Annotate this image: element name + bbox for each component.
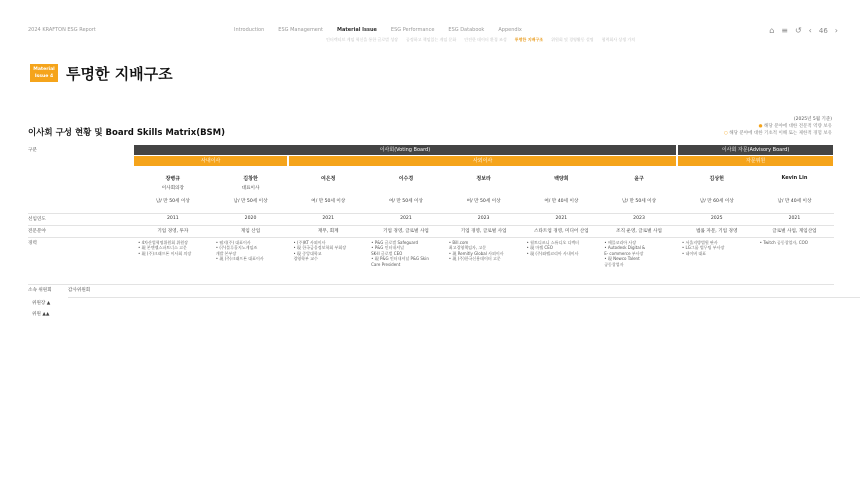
nav-item[interactable]: Introduction [234,27,265,33]
advisors-header: 자문위원 [678,156,833,166]
next-page-icon[interactable]: › [834,26,838,35]
expertise-field: 스타트업 경영, 미디어 산업 [534,229,589,234]
member-gender-age: 여/ 만 50세 이상 [466,199,501,204]
home-icon[interactable]: ⌂ [769,26,775,35]
expertise-field: 기업 경영, 글로벌 사업 [460,229,507,234]
expertise-field: 글로벌 사업, 게임산업 [772,229,817,234]
committee-name: 감사위원회 [68,288,91,293]
member-gender-age: 여/ 만 40세 이상 [544,199,579,204]
member-gender-age: 남/ 만 50세 이상 [155,199,190,204]
subnav-item[interactable]: 협력회사 상생 가치 [601,37,636,42]
page-title: 투명한 지배구조 [66,65,173,83]
member-gender-age: 남/ 만 60세 이상 [699,199,734,204]
member-name: 김상헌 [709,176,724,182]
appointment-year: 2023 [633,216,645,221]
appointment-year: 2025 [710,216,723,221]
subnav-item[interactable]: 투명한 지배구조 [514,37,544,42]
toolbar [769,26,838,35]
expertise-field: 게임 산업 [240,229,261,234]
member-name: 이수경 [398,176,414,182]
nav-item[interactable]: ESG Management [278,27,324,33]
divider [28,237,834,238]
member-name: 백양희 [554,176,569,182]
appointment-year: 2020 [244,216,257,221]
member-name: 정보라 [476,176,491,182]
member-gender-age: 남/ 만 50세 이상 [233,199,268,204]
row-label-year: 선임연도 [28,217,46,222]
page-number: 46 [818,26,828,35]
appointment-year: 2011 [166,216,179,221]
internal-directors-header: 사내이사 [134,156,287,166]
member-gender-age: 여/ 만 50세 이상 [311,199,346,204]
top-bar [0,0,860,44]
appointment-year: 2021 [555,216,568,221]
career-list: • (주)KT 사외이사 • 現 한국금융정보학회 부회장 • 現 중앙대학교 경영학부 교수 [293,240,347,262]
expertise-field: 기업 경영, 투자 [157,229,189,234]
divider [28,225,834,226]
expertise-field: 법률 자문, 기업 경영 [696,229,738,234]
filled-dot-icon: ● [758,124,763,129]
career-list: • 월트디즈니 스튜디오 디렉터 • 現 마젤 CEO • 現 (주)와펠코리아 사내이사 [526,240,580,256]
divider [28,284,834,285]
advisory-board-header: 이사회 자문(Advisory Board) [678,145,833,155]
back-icon[interactable]: ↺ [794,26,802,35]
member-gender-age: 여/ 만 50세 이상 [388,199,423,204]
career-list: • Twitch 공동창업자, COO [759,240,808,245]
outside-directors-header: 사외이사 [289,156,676,166]
career-list: • 펍지(주) 대표이사 • (주)블루홀지노게임즈 개발 본부장 • 現 (주)크래프톤 대표이사 [215,240,264,262]
nav-item[interactable]: Appendix [498,27,522,33]
career-list: • 서울지방법원 판사 • LG그룹 법무팀 부사장 • 네이버 대표 [681,240,725,256]
member-gender-age: 남/ 만 50세 이상 [622,199,657,204]
career-list: • Bill.com 최고경영책임자, 고문 • 現 Remitly Global 사외이사 • 現 (주)한국신용데이터 고문 [448,240,504,262]
legend-hollow: ○ 해당 분야에 대한 기초적 이해 또는 제한적 경험 보유 [723,131,832,136]
subnav-item[interactable]: 공정하고 책임있는 게임 문화 [406,37,457,42]
expertise-field: 조직 운영, 글로벌 사업 [616,229,662,234]
expertise-field: 기업 경영, 글로벌 사업 [383,229,429,234]
divider [68,297,860,298]
row-label-field: 전문분야 [28,229,46,234]
member-name: 윤구 [634,176,644,182]
row-label-committee: 소속 위원회 [28,288,52,293]
divider [28,213,834,214]
nav-item[interactable]: ESG Performance [390,27,435,33]
member-name: 김창한 [243,176,258,182]
expertise-field: 재무, 회계 [317,229,339,234]
appointment-year: 2021 [322,216,335,221]
career-list: • 애플코리아 사장 • Autodesk Digital & E- commerce 부사장 • 現 Newco Talent 공동창업자 [604,240,646,267]
member-name: 여은정 [320,176,336,182]
row-label-career: 경력 [28,241,37,246]
member-role: 대표이사 [241,186,260,191]
report-name: 2024 KRAFTON ESG Report [28,27,96,33]
section-title: 이사회 구성 현황 및 Board Skills Matrix(BSM) [28,128,226,138]
member-role: 이사회의장 [161,186,184,191]
subnav-item[interactable]: 안전한 데이터 환경 조성 [464,37,507,42]
col-label: 구분 [28,148,37,153]
nav-item[interactable]: Material Issue [337,27,377,33]
date-note: (2025년 5월 기준) [793,117,832,122]
voting-board-header: 이사회(Voting Board) [134,145,676,155]
member-name: 장병규 [165,176,181,182]
member-name: Kevin Lin [781,175,808,181]
appointment-year: 2023 [477,216,490,221]
appointment-year: 2021 [400,216,412,221]
hollow-dot-icon: ○ [723,131,728,136]
material-issue-badge: Material Issue 4 [30,64,58,82]
nav-item[interactable]: ESG Databook [448,27,485,33]
sub-nav [326,37,635,43]
member-gender-age: 남/ 만 40세 이상 [777,199,812,204]
committee-legend-member: 위원 ▲▲ [32,312,50,317]
subnav-item[interactable]: 인터렉티브 게임 혁신을 통한 글로벌 성장 [326,37,399,42]
legend-filled: ● 해당 분야에 대한 전문적 역량 보유 [758,124,832,129]
career-list: • P&G 글로벌 Safeguard • P&G 인터내셔널 SK-II 글로벌 CEO • 現 P&G 인터내셔널 P&G Skin Care President [371,240,429,267]
main-nav [234,27,522,33]
committee-legend-chair: 위원장 ▲ [32,300,51,306]
subnav-item[interactable]: 위원회 및 경영활동 설명 [551,37,594,42]
menu-icon[interactable]: ≡ [781,26,788,35]
appointment-year: 2021 [788,216,801,221]
career-list: • 4차산업혁명위원회 위원장 • 現 본엔젤스파트너스 고문 • 現 (주)크래프톤 이사회 의장 [138,240,192,256]
prev-page-icon[interactable]: ‹ [808,26,812,35]
